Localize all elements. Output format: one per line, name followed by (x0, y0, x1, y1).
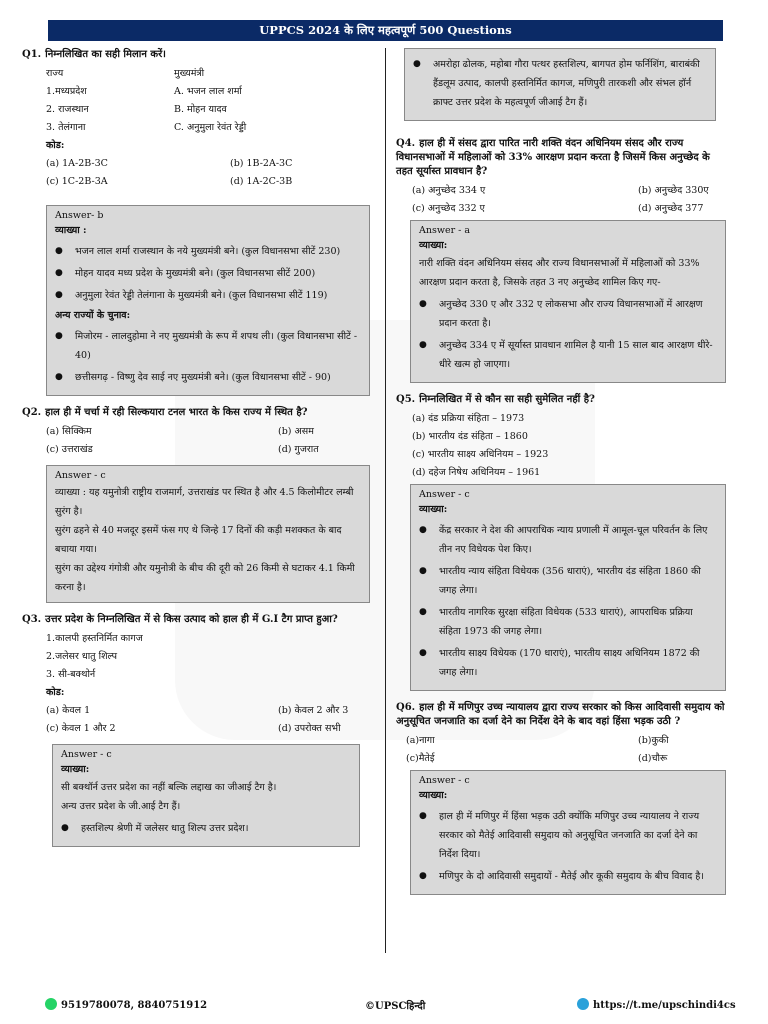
q1-code-label: कोड: (46, 140, 65, 151)
question-5: Q5. निम्नलिखित में से कौन सा सही सुमेलित नहीं है? (396, 394, 595, 405)
telegram-icon (577, 998, 589, 1010)
list-item: ● केंद्र सरकार ने देश की आपराधिक न्याय प्रणाली में आमूल-चूल परिवर्तन के लिए तीन नए विधेयक पेश किए। (419, 521, 717, 559)
list-item: ● अमरोहा ढोलक, महोबा गौरा पत्थर हस्तशिल्प, बागपत होम फर्निशिंग, बाराबंकी हैंडलूम उत्पाद, कालपी हस्तनिर्मित कागज, मणिपुरी तारकशी और संभल हॉर्न क्राफ्ट उत्तर प्रदेश के महत्वपूर्ण जीआई टैग हैं। (413, 55, 707, 112)
list-item: ● अनुमुला रेवंत रेड्डी तेलंगाना के मुख्यमंत्री बने। (कुल विधानसभा सीटें 119) (55, 286, 361, 305)
q1-match-table: राज्य मुख्यमंत्री 1.मध्यप्रदेश A. भजन लाल शर्मा 2. राजस्थान B. मोहन यादव 3. तेलंगाना C. अनुमुला रेवंत रेड्डी (46, 68, 247, 133)
list-item: ● भारतीय साक्ष्य विधेयक (170 धाराएं), भारतीय साक्ष्य अधिनियम 1872 की जगह लेगा। (419, 644, 717, 682)
question-6: Q6. हाल ही में मणिपुर उच्च न्यायालय द्वारा राज्य सरकार को किस आदिवासी समुदाय को अनुसूचित जनजाति का दर्जा देने का निर्देश देने के बाद वहां हिंसा भड़क उठी ? (396, 702, 725, 727)
q3-answer-box: Answer - c व्याख्या: सी बक्थॉर्न उत्तर प्रदेश का नहीं बल्कि लद्दाख का जीआई टैग है। अन्य उत्तर प्रदेश के जी.आई टैग हैं। ● हस्तशिल्प श्रेणी में जलेसर धातु शिल्प उत्तर प्रदेश। (52, 744, 360, 847)
q6-answer-box: Answer - c व्याख्या: ● हाल ही में मणिपुर में हिंसा भड़क उठी क्योंकि मणिपुर उच्च न्यायालय ने राज्य सरकार को मैतेई आदिवासी समुदाय को अनुसूचित जनजाति का दर्जा देने का निर्देश दिया। ● मणिपुर के दो आदिवासी समुदायों - मैतेई और कूकी समुदाय के बीच विवाद है। (410, 770, 726, 895)
q6-options: (a)नागा (b)कुकी (c)मैतेई (d)चौरू (406, 735, 669, 764)
list-item: ● मणिपुर के दो आदिवासी समुदायों - मैतेई और कूकी समुदाय के बीच विवाद है। (419, 867, 717, 886)
list-item: ● अनुच्छेद 330 ए और 332 ए लोकसभा और राज्य विधानसभाओं में आरक्षण प्रदान करता है। (419, 295, 717, 333)
q1-options: (a) 1A-2B-3C (b) 1B-2A-3C (c) 1C-2B-3A (d) 1A-2C-3B (46, 158, 293, 187)
list-item: ● मोहन यादव मध्य प्रदेश के मुख्यमंत्री बने। (कुल विधानसभा सीटें 200) (55, 264, 361, 283)
q2-options: (a) सिक्किम (b) असम (c) उत्तराखंड (d) गुजरात (46, 426, 319, 455)
list-item: ● मिजोरम - लालदुहोमा ने नए मुख्यमंत्री के रूप में शपथ ली। (कुल विधानसभा सीटें - 40) (55, 327, 361, 365)
q4-options: (a) अनुच्छेद 334 ए (b) अनुच्छेद 330ए (c) अनुच्छेद 332 ए (d) अनुच्छेद 377 (412, 185, 709, 214)
question-2: Q2. हाल ही में चर्चा में रही सिल्कयारा टनल भारत के किस राज्य में स्थित है? (22, 407, 308, 418)
list-item: ● भजन लाल शर्मा राजस्थान के नये मुख्यमंत्री बने। (कुल विधानसभा सीटें 230) (55, 242, 361, 261)
q2-answer-box: Answer - c व्याख्या : यह यमुनोत्री राष्ट्रीय राजमार्ग, उत्तराखंड पर स्थित है और 4.5 किलोमीटर लम्बी सुरंग है। सुरंग ढहने से 40 मजदूर इसमें फंस गए थे जिन्हे 17 दिनों की कड़ी मशक्कत के बाद बचाया गया। सुरंग का उद्देश्य गंगोत्री और यमुनोत्री के बीच की दूरी को 26 किमी से घटाकर 4.1 किमी करना है। (46, 465, 370, 603)
q3-answer-box-continued (404, 48, 716, 121)
column-divider (385, 48, 386, 953)
list-item: ● भारतीय नागरिक सुरक्षा संहिता विधेयक (533 धाराएं), आपराधिक प्रक्रिया संहिता 1973 की जगह लेगा। (419, 603, 717, 641)
list-item: ● भारतीय न्याय संहिता विधेयक (356 धाराएं), भारतीय दंड संहिता 1860 की जगह लेगा। (419, 562, 717, 600)
footer-brand: ©UPSCहिन्दी (365, 1001, 426, 1012)
question-3: Q3. उत्तर प्रदेश के निम्नलिखित में से किस उत्पाद को हाल ही में G.I टैग प्राप्त हुआ? (22, 614, 338, 625)
q3-options: (a) केवल 1 (b) केवल 2 और 3 (c) केवल 1 और 2 (d) उपरोक्त सभी (46, 705, 349, 734)
question-4: Q4. हाल ही में संसद द्वारा पारित नारी शक्ति वंदन अधिनियम संसद और राज्य विधानसभाओं में महिलाओं को 33% आरक्षण प्रदान करता है जिसमें किस अनुच्छेद के तहत सूर्यास्त प्रावधान है? (396, 138, 710, 177)
question-1: Q1. निम्नलिखित का सही मिलान करें। (22, 49, 166, 60)
list-item: ● अनुच्छेद 334 ए में सूर्यास्त प्रावधान शामिल है यानी 15 साल बाद आरक्षण धीरे-धीरे खत्म हो जाएगा। (419, 336, 717, 374)
whatsapp-icon (45, 998, 57, 1010)
left-column: Q1. निम्नलिखित का सही मिलान करें। राज्य मुख्यमंत्री 1.मध्यप्रदेश A. भजन लाल शर्मा 2. राजस्थान B. मोहन यादव 3. तेलंगाना C. अनुमुला रेवंत रेड्डी कोड: (a) 1A-2B-3C (b) 1B-2A-3C (c) 1C-2B-3A (d) 1A-2C-3B Answer- b व्याख्या : ● भजन लाल शर्मा राजस्थान के नये मुख्यमंत्री बने। (कुल विधानसभा सीटें 230) ● मोहन यादव मध्य प्रदेश के मुख्यमंत्री बने। (कुल विधानसभा सीटें 200) ● अनुमुला रेवंत रेड्डी तेलंगाना के मुख्यमंत्री बने। (कुल विधानसभा सीटें 119) अन्य राज्यों के चुनाव: ● मिजोरम - लालदुहोमा ने नए मुख्यमंत्री के रूप में शपथ ली। (कुल विधानसभा सीटें - 40) ● छत्तीसगढ़ - विष्णु देव साई नए मुख्यमंत्री बने। (कुल विधानसभा सीटें - 90) Q2. हाल ही में चर्चा में रही सिल्कयारा टनल भारत के किस राज्य में स्थित है? (a) सिक्किम (b) असम (c) उत्तराखंड (d) गुजरात Answer - c व्याख्या : यह यमुनोत्री राष्ट्रीय राजमार्ग, उत्तराखंड पर स्थित है और 4.5 किलोमीटर लम्बी सुरंग है। सुरंग ढहने से 40 मजदूर इसमें फंस गए थे जिन्हे 17 दिनों की कड़ी मशक्कत के बाद बचाया गया। सुरंग का उद्देश्य गंगोत्री और यमुनोत्री के बीच की दूरी को 26 किमी से घटाकर 4.1 किमी करना है। Q3. उत्तर प्रदेश के निम्नलिखित में से किस उत्पाद को हाल ही में G.I टैग प्राप्त हुआ? 1.कालपी हस्तनिर्मित कागज 2.जलेसर धातु शिल्प 3. सी-बक्थोर्न कोड: (a) केवल 1 (b) केवल 2 और 3 (c) केवल 1 और 2 (d) उपरोक्त सभी Answer - c व्याख्या: सी बक्थॉर्न उत्तर प्रदेश का नहीं बल्कि लद्दाख का जीआई टैग है। अन्य उत्तर प्रदेश के जी.आई टैग हैं। ● हस्तशिल्प श्रेणी में जलेसर धातु शिल्प उत्तर प्रदेश। (22, 48, 370, 857)
q5-answer-box: Answer - c व्याख्या: ● केंद्र सरकार ने देश की आपराधिक न्याय प्रणाली में आमूल-चूल परिवर्तन के लिए तीन नए विधेयक पेश किए। ● भारतीय न्याय संहिता विधेयक (356 धाराएं), भारतीय दंड संहिता 1860 की जगह लेगा। ● भारतीय नागरिक सुरक्षा संहिता विधेयक (533 धाराएं), आपराधिक प्रक्रिया संहिता 1973 की जगह लेगा। ● भारतीय साक्ष्य विधेयक (170 धाराएं), भारतीय साक्ष्य अधिनियम 1872 की जगह लेगा। (410, 484, 726, 691)
q1-answer-box: Answer- b व्याख्या : ● भजन लाल शर्मा राजस्थान के नये मुख्यमंत्री बने। (कुल विधानसभा सीटें 230) ● मोहन यादव मध्य प्रदेश के मुख्यमंत्री बने। (कुल विधानसभा सीटें 200) ● अनुमुला रेवंत रेड्डी तेलंगाना के मुख्यमंत्री बने। (कुल विधानसभा सीटें 119) अन्य राज्यों के चुनाव: ● मिजोरम - लालदुहोमा ने नए मुख्यमंत्री के रूप में शपथ ली। (कुल विधानसभा सीटें - 40) ● छत्तीसगढ़ - विष्णु देव साई नए मुख्यमंत्री बने। (कुल विधानसभा सीटें - 90) (46, 205, 370, 396)
list-item: ● हाल ही में मणिपुर में हिंसा भड़क उठी क्योंकि मणिपुर उच्च न्यायालय ने राज्य सरकार को मैतेई आदिवासी समुदाय को अनुसूचित जनजाति का दर्जा देने का निर्देश दिया। (419, 807, 717, 864)
footer-telegram-link[interactable]: https://t.me/upschindi4cs (577, 998, 736, 1011)
right-column: ● अमरोहा ढोलक, महोबा गौरा पत्थर हस्तशिल्प, बागपत होम फर्निशिंग, बाराबंकी हैंडलूम उत्पाद, कालपी हस्तनिर्मित कागज, मणिपुरी तारकशी और संभल हॉर्न क्राफ्ट उत्तर प्रदेश के महत्वपूर्ण जीआई टैग हैं। Q4. हाल ही में संसद द्वारा पारित नारी शक्ति वंदन अधिनियम संसद और राज्य विधानसभाओं में महिलाओं को 33% आरक्षण प्रदान करता है जिसमें किस अनुच्छेद के तहत सूर्यास्त प्रावधान है? (a) अनुच्छेद 334 ए (b) अनुच्छेद 330ए (c) अनुच्छेद 332 ए (d) अनुच्छेद 377 Answer - a व्याख्या: नारी शक्ति वंदन अधिनियम संसद और राज्य विधानसभाओं में महिलाओं को 33% आरक्षण प्रदान करता है, जिसके तहत 3 नए अनुच्छेद शामिल किए गए- ● अनुच्छेद 330 ए और 332 ए लोकसभा और राज्य विधानसभाओं में आरक्षण प्रदान करता है। ● अनुच्छेद 334 ए में सूर्यास्त प्रावधान शामिल है यानी 15 साल बाद आरक्षण धीरे-धीरे खत्म हो जाएगा। Q5. निम्नलिखित में से कौन सा सही सुमेलित नहीं है? (a) दंड प्रक्रिया संहिता – 1973 (b) भारतीय दंड संहिता – 1860 (c) भारतीय साक्ष्य अधिनियम – 1923 (d) दहेज निषेध अधिनियम – 1961 Answer - c व्याख्या: ● केंद्र सरकार ने देश की आपराधिक न्याय प्रणाली में आमूल-चूल परिवर्तन के लिए तीन नए विधेयक पेश किए। ● भारतीय न्याय संहिता विधेयक (356 धाराएं), भारतीय दंड संहिता 1860 की जगह लेगा। ● भारतीय नागरिक सुरक्षा संहिता विधेयक (533 धाराएं), आपराधिक प्रक्रिया संहिता 1973 की जगह लेगा। ● भारतीय साक्ष्य विधेयक (170 धाराएं), भारतीय साक्ष्य अधिनियम 1872 की जगह लेगा। Q6. हाल ही में मणिपुर उच्च न्यायालय द्वारा राज्य सरकार को किस आदिवासी समुदाय को अनुसूचित जनजाति का दर्जा देने का निर्देश देने के बाद वहां हिंसा भड़क उठी ? (a)नागा (b)कुकी (c)मैतेई (d)चौरू Answer - c व्याख्या: ● हाल ही में मणिपुर में हिंसा भड़क उठी क्योंकि मणिपुर उच्च न्यायालय ने राज्य सरकार को मैतेई आदिवासी समुदाय को अनुसूचित जनजाति का दर्जा देने का निर्देश दिया। ● मणिपुर के दो आदिवासी समुदायों - मैतेई और कूकी समुदाय के बीच विवाद है। (396, 48, 726, 905)
page-banner: UPPCS 2024 के लिए महत्वपूर्ण 500 Questions (48, 20, 723, 41)
footer-phone: 9519780078, 8840751912 (45, 998, 207, 1011)
list-item: ● छत्तीसगढ़ - विष्णु देव साई नए मुख्यमंत्री बने। (कुल विधानसभा सीटें - 90) (55, 368, 361, 387)
q4-answer-box: Answer - a व्याख्या: नारी शक्ति वंदन अधिनियम संसद और राज्य विधानसभाओं में महिलाओं को 33% आरक्षण प्रदान करता है, जिसके तहत 3 नए अनुच्छेद शामिल किए गए- ● अनुच्छेद 330 ए और 332 ए लोकसभा और राज्य विधानसभाओं में आरक्षण प्रदान करता है। ● अनुच्छेद 334 ए में सूर्यास्त प्रावधान शामिल है यानी 15 साल बाद आरक्षण धीरे-धीरे खत्म हो जाएगा। (410, 220, 726, 383)
list-item: ● हस्तशिल्प श्रेणी में जलेसर धातु शिल्प उत्तर प्रदेश। (61, 819, 351, 838)
